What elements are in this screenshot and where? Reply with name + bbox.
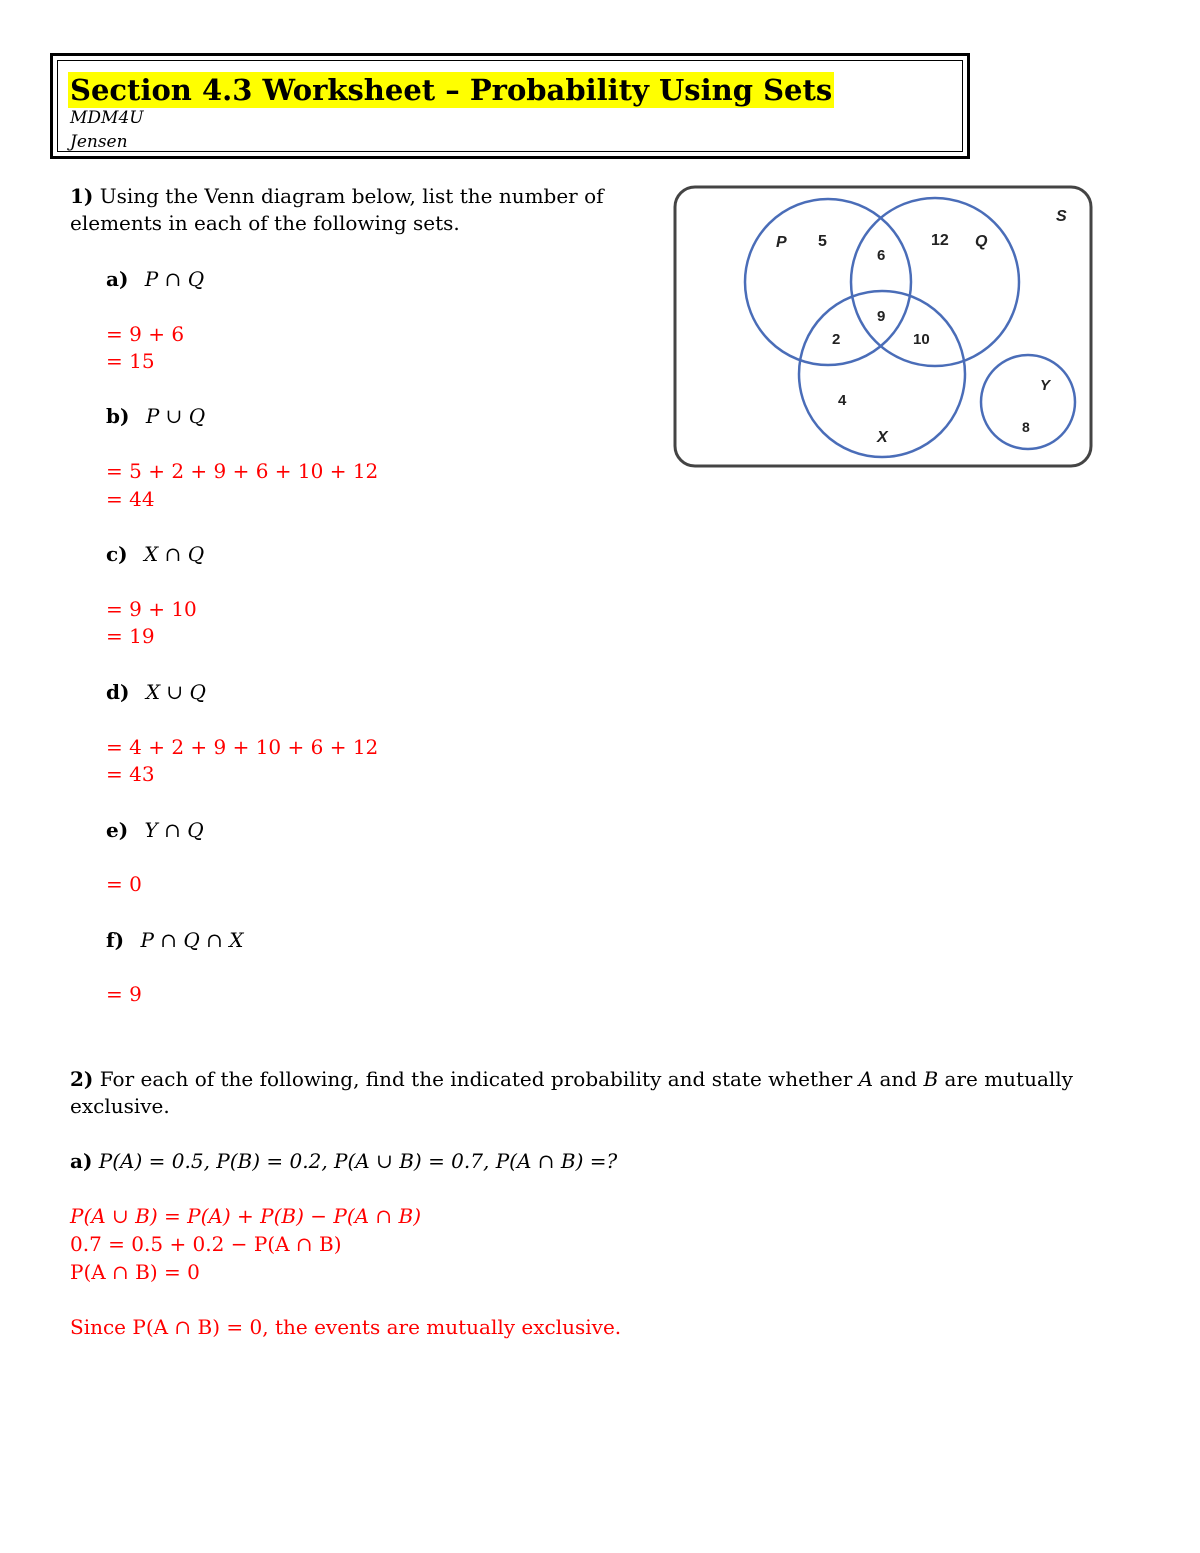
q1-part-d-label: d) <box>106 680 130 704</box>
region-pq-only: 6 <box>877 247 886 264</box>
q1-part-a <box>106 266 204 293</box>
question-1-prompt <box>70 183 630 237</box>
region-y-only: 8 <box>1022 419 1030 435</box>
question-1-number: 1) <box>70 184 94 208</box>
q1-part-e-expr: Y ∩ Q <box>144 818 204 842</box>
set-p-circle <box>745 199 911 365</box>
q1-part-b-answer-line-2: = 44 <box>106 487 155 511</box>
region-q-only: 12 <box>931 232 949 249</box>
q1-part-a-label: a) <box>106 267 129 291</box>
q1-part-b-answer-line-1: = 5 + 2 + 9 + 6 + 10 + 12 <box>106 459 379 483</box>
q2-part-a-conclusion: Since P(A ∩ B) = 0, the events are mutually exclusive. <box>70 1315 622 1339</box>
region-pqx: 9 <box>877 308 886 325</box>
question-2-prompt <box>70 1066 1080 1120</box>
q1-part-a-answer-line-2: = 15 <box>106 349 155 373</box>
set-s-label: S <box>1056 208 1067 225</box>
q1-part-c <box>106 541 204 568</box>
q2-part-a-label: a) <box>70 1149 93 1173</box>
q1-part-d-answer-line-1: = 4 + 2 + 9 + 10 + 6 + 12 <box>106 735 379 759</box>
q1-part-b <box>106 403 205 430</box>
course-code: MDM4U <box>70 108 144 128</box>
q1-part-c-label: c) <box>106 542 128 566</box>
q1-part-d-expr: X ∪ Q <box>145 680 206 704</box>
q1-part-d <box>106 679 206 706</box>
q1-part-c-expr: X ∩ Q <box>144 542 205 566</box>
teacher-name: Jensen <box>70 132 128 152</box>
q1-part-c-answer-line-1: = 9 + 10 <box>106 597 197 621</box>
q2-part-a-question <box>70 1148 617 1175</box>
question-1-text: Using the Venn diagram below, list the number of elements in each of the following sets. <box>70 184 604 235</box>
set-q-label: Q <box>975 233 988 250</box>
q1-part-f-label: f) <box>106 928 125 952</box>
q2-part-a-work-line-3: P(A ∩ B) = 0 <box>70 1260 200 1284</box>
question-2-and: and <box>879 1067 918 1091</box>
set-x-label: X <box>877 429 888 446</box>
q1-part-e-answer-line-1: = 0 <box>106 872 142 896</box>
region-p-only: 5 <box>818 233 827 250</box>
q1-part-a-answer-line-1: = 9 + 6 <box>106 322 185 346</box>
q1-part-c-answer-line-2: = 19 <box>106 624 155 648</box>
question-2-event-a: A <box>858 1067 874 1091</box>
q2-part-a-work-line-1: P(A ∪ B) = P(A) + P(B) − P(A ∩ B) <box>70 1204 422 1228</box>
q2-part-a-givens: P(A) = 0.5, P(B) = 0.2, P(A ∪ B) = 0.7, P(A ∩ B) =? <box>98 1149 618 1173</box>
region-px-only: 2 <box>832 331 841 348</box>
question-2-text-post: are mutually exclusive. <box>70 1067 1073 1118</box>
question-2-number: 2) <box>70 1067 94 1091</box>
q1-part-b-expr: P ∪ Q <box>145 404 206 428</box>
question-2-event-b: B <box>923 1067 939 1091</box>
q1-part-f <box>106 927 243 954</box>
region-x-only: 4 <box>838 392 847 409</box>
q1-part-e-label: e) <box>106 818 129 842</box>
set-p-label: P <box>776 234 787 251</box>
set-y-label: Y <box>1040 377 1051 394</box>
worksheet-title: Section 4.3 Worksheet – Probability Using Sets <box>70 73 833 107</box>
set-q-circle <box>851 198 1019 366</box>
question-2-text-pre: For each of the following, find the indicated probability and state whether <box>99 1067 853 1091</box>
q1-part-f-answer-line-1: = 9 <box>106 982 142 1006</box>
q1-part-f-expr: P ∩ Q ∩ X <box>140 928 244 952</box>
q1-part-e <box>106 817 204 844</box>
q1-part-d-answer-line-2: = 43 <box>106 762 155 786</box>
region-qx-only: 10 <box>913 331 930 348</box>
q1-part-b-label: b) <box>106 404 130 428</box>
venn-diagram <box>672 184 1096 470</box>
q2-part-a-work-line-2: 0.7 = 0.5 + 0.2 − P(A ∩ B) <box>70 1232 342 1256</box>
q1-part-a-expr: P ∩ Q <box>144 267 205 291</box>
